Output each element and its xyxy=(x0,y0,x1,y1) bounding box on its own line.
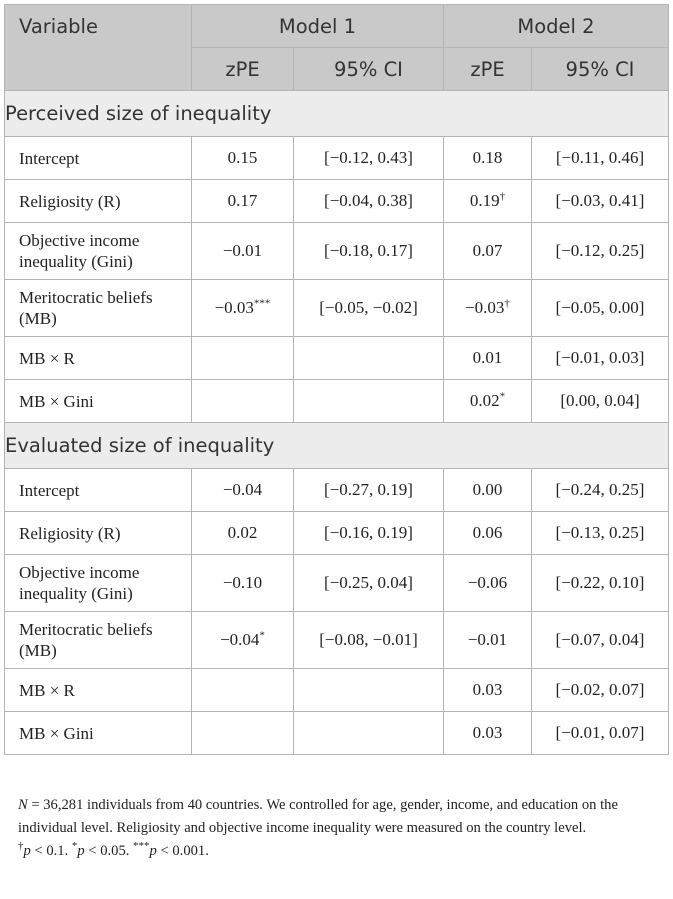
model1-zpe-header: zPE xyxy=(192,48,294,91)
section-row xyxy=(5,91,669,137)
cell-value: 0.19 xyxy=(469,191,500,210)
cell-value: [0.00, 0.04] xyxy=(560,391,640,410)
table-row xyxy=(5,669,669,712)
section-row xyxy=(5,423,669,469)
cell-value: [−0.02, 0.07] xyxy=(555,680,645,699)
cell-value: [−0.18, 0.17] xyxy=(324,241,413,260)
m1-ci-cell xyxy=(294,380,444,423)
cell-value: 0.18 xyxy=(472,148,503,167)
significance-mark: * xyxy=(259,629,265,642)
cell-value: [−0.12, 0.43] xyxy=(324,148,413,167)
cell-value: [−0.25, 0.04] xyxy=(324,573,413,592)
m1-zpe-cell xyxy=(192,180,294,223)
cell-value: 0.03 xyxy=(472,723,503,742)
variable-header: Variable xyxy=(5,5,192,91)
cell-value: −0.03 xyxy=(465,298,505,317)
cell-value: −0.04 xyxy=(222,480,263,499)
m1-ci-cell xyxy=(294,712,444,755)
model1-ci-header: 95% CI xyxy=(294,48,444,91)
m1-zpe-cell xyxy=(192,137,294,180)
m1-ci-cell xyxy=(294,223,444,280)
section-title: Perceived size of inequality xyxy=(5,91,669,137)
section-title: Evaluated size of inequality xyxy=(5,423,669,469)
cell-value: [−0.24, 0.25] xyxy=(555,480,645,499)
m1-zpe-cell xyxy=(192,223,294,280)
row-label: Meritocratic beliefs (MB) xyxy=(5,280,192,337)
significance-mark: * xyxy=(499,390,506,403)
row-label: MB × Gini xyxy=(5,712,192,755)
regression-table xyxy=(4,4,669,755)
m1-ci-cell xyxy=(294,337,444,380)
cell-value: [−0.12, 0.25] xyxy=(555,241,645,260)
m1-ci-cell xyxy=(294,280,444,337)
note-mark: * xyxy=(71,840,78,853)
m1-ci-cell xyxy=(294,137,444,180)
cell-value: [−0.27, 0.19] xyxy=(324,480,413,499)
m1-zpe-cell xyxy=(192,512,294,555)
m1-ci-cell xyxy=(294,669,444,712)
table-row xyxy=(5,180,669,223)
row-label: Intercept xyxy=(5,137,192,180)
cell-value: 0.07 xyxy=(472,241,503,260)
significance-mark: *** xyxy=(253,297,271,310)
m2-zpe-cell xyxy=(444,712,532,755)
row-label: Meritocratic beliefs (MB) xyxy=(5,612,192,669)
m2-zpe-cell xyxy=(444,669,532,712)
m2-ci-cell xyxy=(532,180,669,223)
cell-value: 0.03 xyxy=(472,680,503,699)
row-label: MB × Gini xyxy=(5,380,192,423)
cell-value: −0.01 xyxy=(467,630,508,649)
significance-note: †p < 0.1. *p < 0.05. ***p < 0.001. xyxy=(18,840,209,859)
cell-value: [−0.03, 0.41] xyxy=(555,191,645,210)
m2-zpe-cell xyxy=(444,280,532,337)
cell-value: −0.03 xyxy=(214,298,254,317)
m1-ci-cell xyxy=(294,180,444,223)
m2-ci-cell xyxy=(532,512,669,555)
row-label: Intercept xyxy=(5,469,192,512)
row-label: MB × R xyxy=(5,669,192,712)
m2-zpe-cell xyxy=(444,380,532,423)
m2-zpe-cell xyxy=(444,512,532,555)
note-mark: † xyxy=(18,840,24,853)
m2-zpe-cell xyxy=(444,180,532,223)
table-row xyxy=(5,712,669,755)
row-label: Objective income inequality (Gini) xyxy=(5,555,192,612)
m2-zpe-cell xyxy=(444,612,532,669)
table-row xyxy=(5,512,669,555)
table-row xyxy=(5,612,669,669)
m2-ci-cell xyxy=(532,469,669,512)
m1-ci-cell xyxy=(294,612,444,669)
m1-zpe-cell xyxy=(192,612,294,669)
note-mark: *** xyxy=(133,840,150,853)
m2-ci-cell xyxy=(532,380,669,423)
cell-value: −0.10 xyxy=(222,573,263,592)
row-label: Objective income inequality (Gini) xyxy=(5,223,192,280)
m2-ci-cell xyxy=(532,137,669,180)
cell-value: [−0.11, 0.46] xyxy=(555,148,645,167)
table-body xyxy=(5,91,669,755)
cell-value: 0.06 xyxy=(472,523,503,542)
m1-zpe-cell xyxy=(192,380,294,423)
cell-value: 0.15 xyxy=(227,148,258,167)
table-row xyxy=(5,223,669,280)
model2-ci-header: 95% CI xyxy=(532,48,669,91)
m1-ci-cell xyxy=(294,512,444,555)
m1-ci-cell xyxy=(294,555,444,612)
m2-ci-cell xyxy=(532,712,669,755)
significance-mark: † xyxy=(499,190,506,203)
m2-zpe-cell xyxy=(444,223,532,280)
m2-ci-cell xyxy=(532,612,669,669)
m1-ci-cell xyxy=(294,469,444,512)
model2-zpe-header: zPE xyxy=(444,48,532,91)
table-row xyxy=(5,380,669,423)
cell-value: 0.02 xyxy=(469,391,500,410)
cell-value: 0.01 xyxy=(472,348,503,367)
row-label: Religiosity (R) xyxy=(5,512,192,555)
sample-note: N = 36,281 individuals from 40 countries. We controlled for age, gender, income, and education on the individual level. Religiosity and objective income inequality were measured on the country level. xyxy=(18,797,618,836)
cell-value: [−0.04, 0.38] xyxy=(324,191,413,210)
m1-zpe-cell xyxy=(192,469,294,512)
model2-header: Model 2 xyxy=(444,5,669,48)
cell-value: −0.04 xyxy=(220,630,260,649)
cell-value: −0.01 xyxy=(222,241,263,260)
m2-ci-cell xyxy=(532,555,669,612)
m2-zpe-cell xyxy=(444,469,532,512)
cell-value: −0.06 xyxy=(467,573,508,592)
table-row xyxy=(5,137,669,180)
cell-value: 0.00 xyxy=(472,480,503,499)
cell-value: [−0.08, −0.01] xyxy=(319,630,418,649)
cell-value: 0.17 xyxy=(227,191,258,210)
table-row xyxy=(5,555,669,612)
m1-zpe-cell xyxy=(192,337,294,380)
table-row xyxy=(5,280,669,337)
cell-value: [−0.05, 0.00] xyxy=(555,298,645,317)
m2-zpe-cell xyxy=(444,337,532,380)
cell-value: [−0.16, 0.19] xyxy=(324,523,413,542)
row-label: Religiosity (R) xyxy=(5,180,192,223)
m1-zpe-cell xyxy=(192,280,294,337)
table-row xyxy=(5,337,669,380)
cell-value: [−0.07, 0.04] xyxy=(555,630,645,649)
table-notes xyxy=(18,794,663,863)
significance-mark: † xyxy=(504,297,510,310)
cell-value: 0.02 xyxy=(227,523,258,542)
table-row xyxy=(5,469,669,512)
m2-ci-cell xyxy=(532,669,669,712)
m2-zpe-cell xyxy=(444,137,532,180)
m1-zpe-cell xyxy=(192,712,294,755)
m2-ci-cell xyxy=(532,337,669,380)
row-label: MB × R xyxy=(5,337,192,380)
m1-zpe-cell xyxy=(192,669,294,712)
m2-ci-cell xyxy=(532,280,669,337)
cell-value: [−0.13, 0.25] xyxy=(555,523,645,542)
m1-zpe-cell xyxy=(192,555,294,612)
cell-value: [−0.01, 0.03] xyxy=(555,348,645,367)
cell-value: [−0.22, 0.10] xyxy=(555,573,645,592)
model1-header: Model 1 xyxy=(192,5,444,48)
header-row-models xyxy=(5,5,669,48)
cell-value: [−0.01, 0.07] xyxy=(555,723,645,742)
cell-value: [−0.05, −0.02] xyxy=(319,298,418,317)
m2-zpe-cell xyxy=(444,555,532,612)
m2-ci-cell xyxy=(532,223,669,280)
